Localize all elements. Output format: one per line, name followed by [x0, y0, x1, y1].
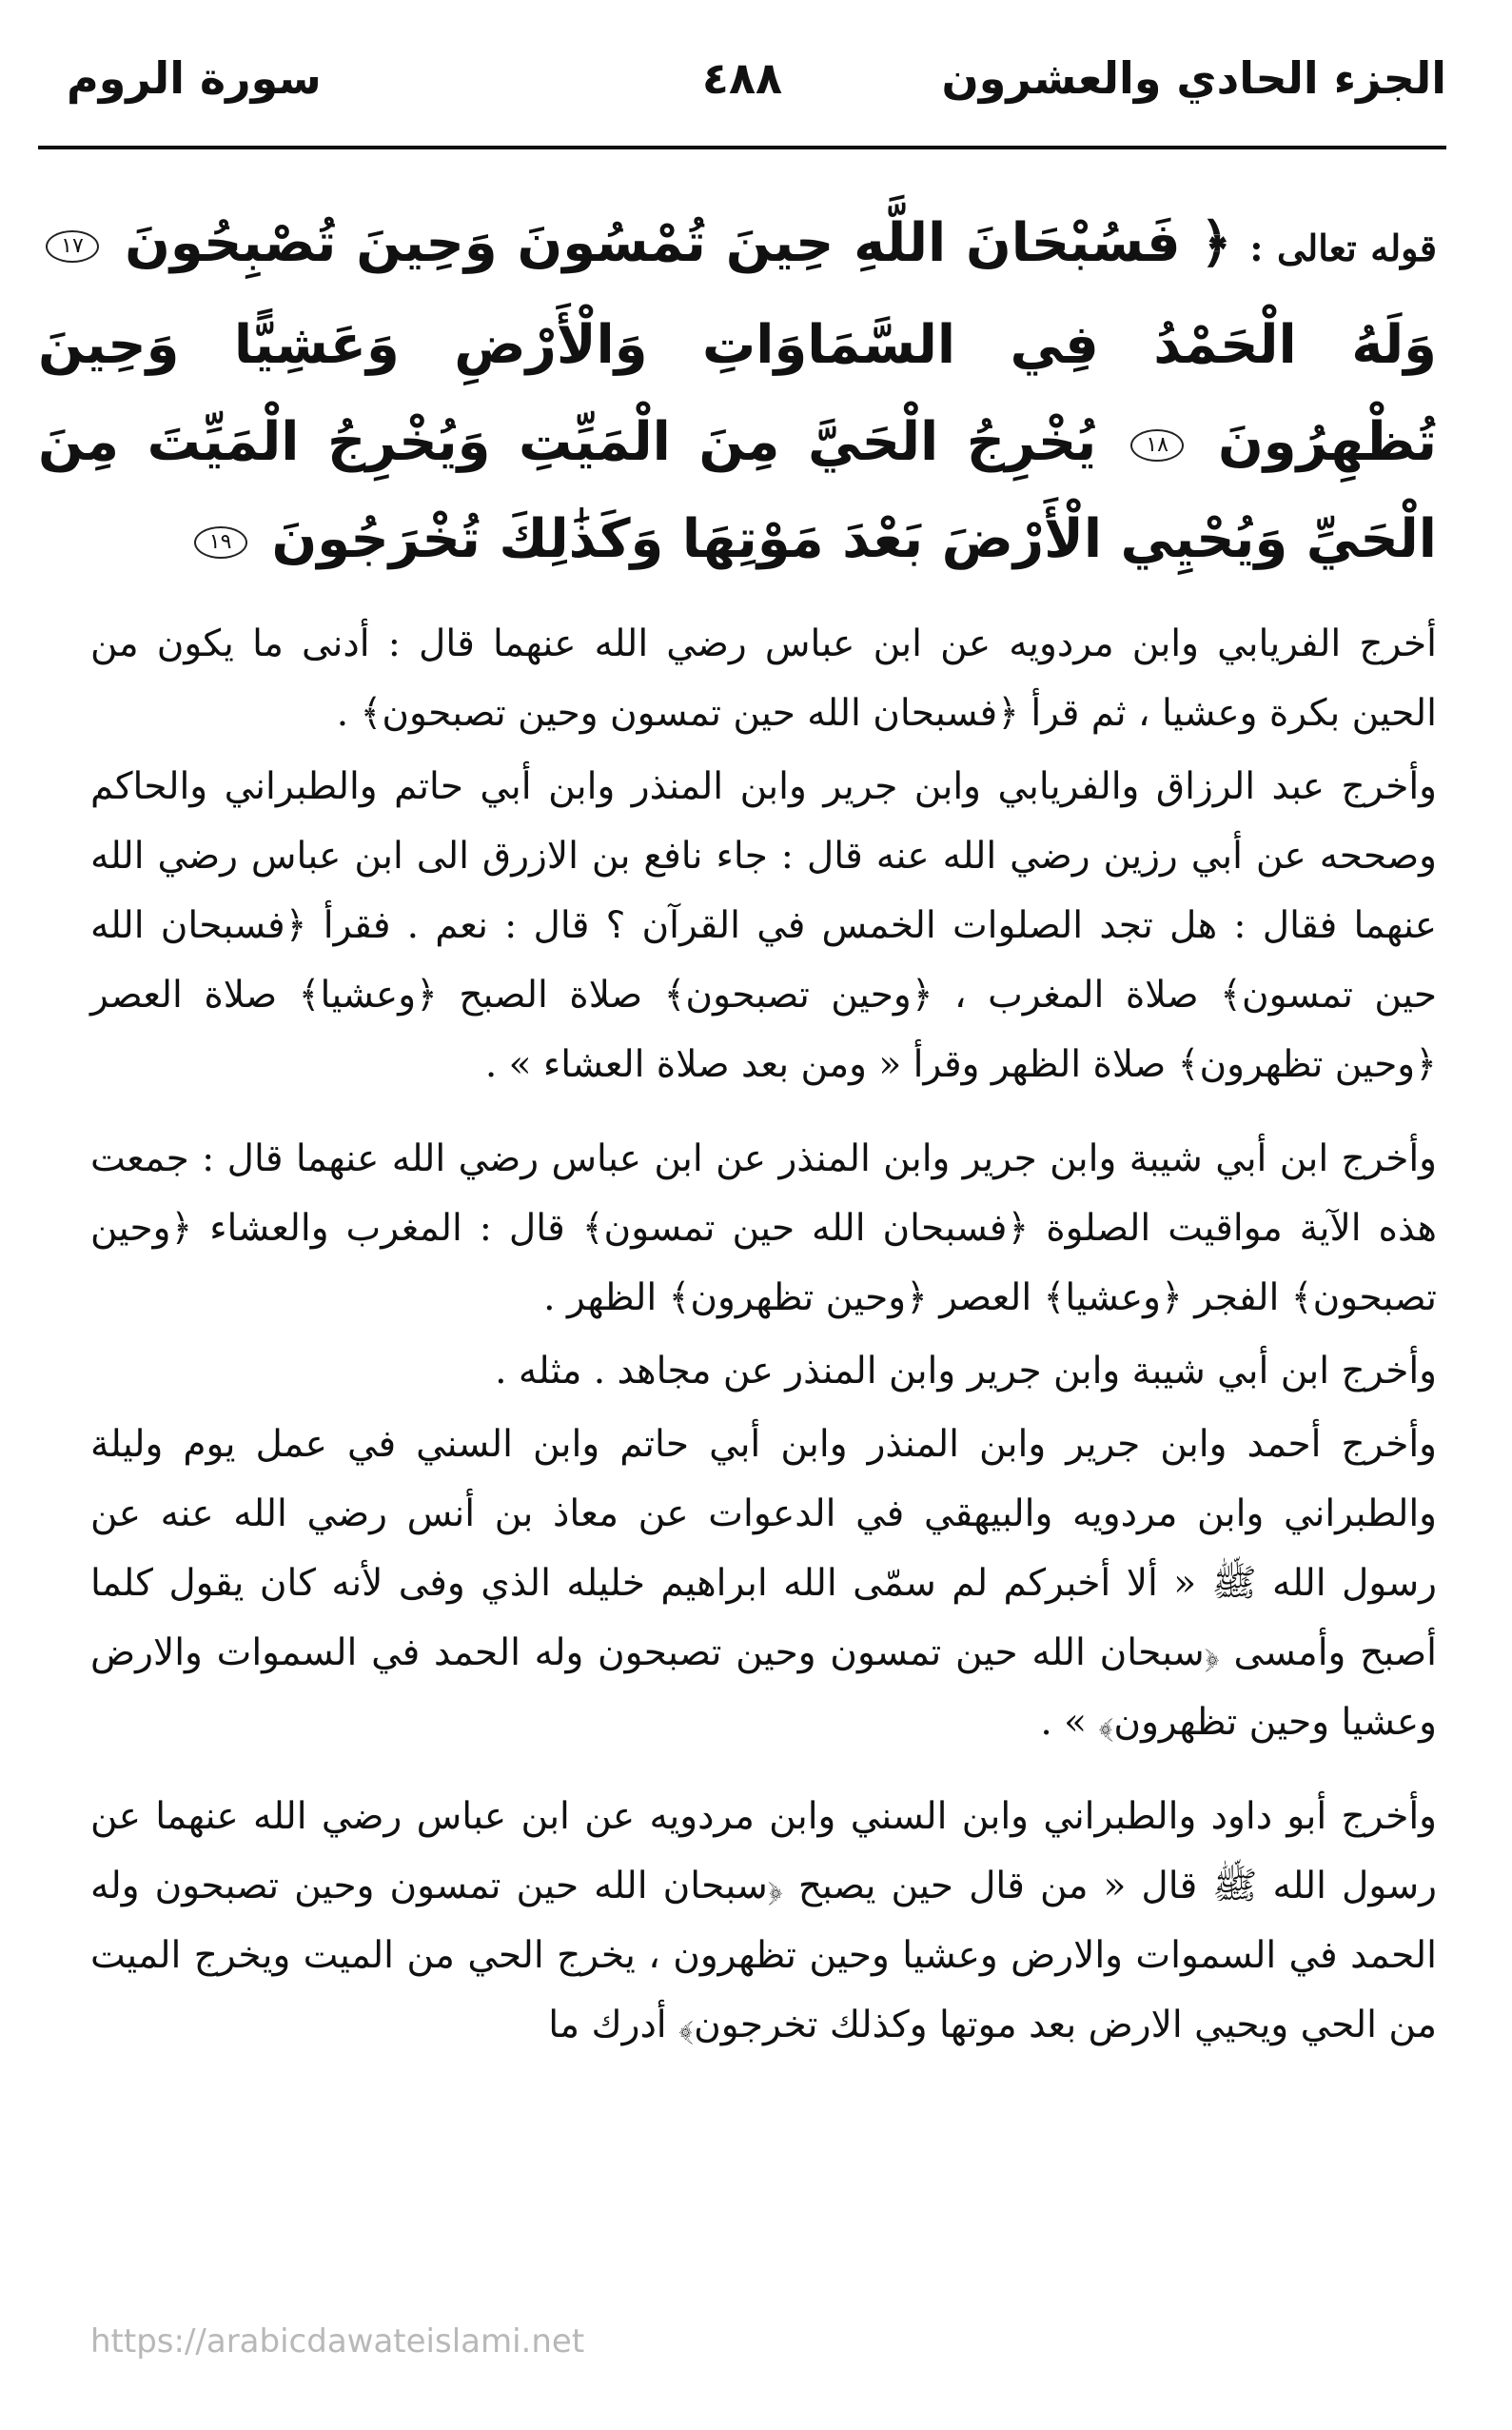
ayah-number-17: ١٧: [46, 230, 99, 263]
commentary-paragraph-5: وأخرج أحمد وابن جرير وابن المنذر وابن أبي حاتم وابن السني في عمل يوم وليلة والطبراني وابن مردويه والبيهقي في الدعوات عن معاذ بن أنس رضي الله عنه عن رسول الله ﷺ « ألا أخبركم لم سمّى الله ابراهيم خليله الذي وفى لأنه كان يقول كلما أصبح وأمسى ﴿سبحان الله حين تمسون وحين تصبحون وله الحمد في السموات والارض وعشيا وحين تظهرون﴾ » .: [90, 1423, 1437, 1744]
verse-17: ﴿ فَسُبْحَانَ اللَّهِ حِينَ تُمْسُونَ وَحِينَ تُصْبِحُونَ: [125, 212, 1232, 274]
verse-18: وَلَهُ الْحَمْدُ فِي السَّمَاوَاتِ وَالْأَرْضِ وَعَشِيًّا وَحِينَ تُظْهِرُونَ: [38, 314, 1437, 473]
quran-verses-block: [38, 195, 1437, 588]
source-watermark: https://arabicdawateislami.net: [90, 2322, 585, 2361]
commentary-paragraph-2: وأخرج عبد الرزاق والفريابي وابن جرير وابن المنذر وابن أبي حاتم والطبراني والحاكم وصححه عن أبي رزين رضي الله عنه قال : جاء نافع بن الازرق الى ابن عباس رضي الله عنهما فقال : هل تجد الصلوات الخمس في القرآن ؟ قال : نعم . فقرأ ﴿فسبحان الله حين تمسون﴾ صلاة المغرب ، ﴿وحين تصبحون﴾ صلاة الصبح ﴿وعشيا﴾ صلاة العصر ﴿وحين تظهرون﴾ صلاة الظهر وقرأ « ومن بعد صلاة العشاء » .: [90, 765, 1437, 1086]
running-head-surah: سورة الروم: [67, 52, 322, 104]
ayah-number-18: ١٨: [1130, 429, 1184, 462]
paragraph-spacer: [90, 1761, 1437, 1782]
running-head-juz: الجزء الحادي والعشرون: [941, 52, 1446, 104]
ayah-number-19: ١٩: [194, 526, 247, 559]
verse-19: يُخْرِجُ الْحَيَّ مِنَ الْمَيِّتِ وَيُخْرِجُ الْمَيِّتَ مِنَ الْحَيِّ وَيُحْيِي الْأَرْضَ بَعْدَ مَوْتِهَا وَكَذَٰلِكَ تُخْرَجُونَ: [38, 411, 1437, 570]
commentary-paragraph-4: وأخرج ابن أبي شيبة وابن جرير وابن المنذر عن مجاهد . مثله .: [495, 1350, 1437, 1393]
commentary-paragraph-3: وأخرج ابن أبي شيبة وابن جرير وابن المنذر عن ابن عباس رضي الله عنهما قال : جمعت هذه الآية مواقيت الصلوة ﴿فسبحان الله حين تمسون﴾ قال : المغرب والعشاء ﴿وحين تصبحون﴾ الفجر ﴿وعشيا﴾ العصر ﴿وحين تظهرون﴾ الظهر .: [90, 1137, 1437, 1319]
commentary-text: [90, 609, 1437, 2064]
header-rule: [38, 146, 1446, 149]
page-number: ٤٨٨: [701, 52, 783, 104]
commentary-paragraph-1: أخرج الفريابي وابن مردويه عن ابن عباس رضي الله عنهما قال : أدنى ما يكون من الحين بكرة وعشيا ، ثم قرأ ﴿فسبحان الله حين تمسون وحين تصبحون﴾ .: [90, 622, 1437, 735]
verse-intro: قوله تعالى :: [1249, 227, 1437, 269]
paragraph-spacer: [90, 1103, 1437, 1124]
commentary-paragraph-6: وأخرج أبو داود والطبراني وابن السني وابن مردويه عن ابن عباس رضي الله عنهما عن رسول الله ﷺ قال « من قال حين يصبح ﴿سبحان الله حين تمسون وحين تصبحون وله الحمد في السموات والارض وعشيا وحين تظهرون ، يخرج الحي من الميت ويخرج الميت من الحي ويحيي الارض بعد موتها وكذلك تخرجون﴾ أدرك ما: [90, 1795, 1437, 2046]
page-header: [38, 52, 1446, 148]
